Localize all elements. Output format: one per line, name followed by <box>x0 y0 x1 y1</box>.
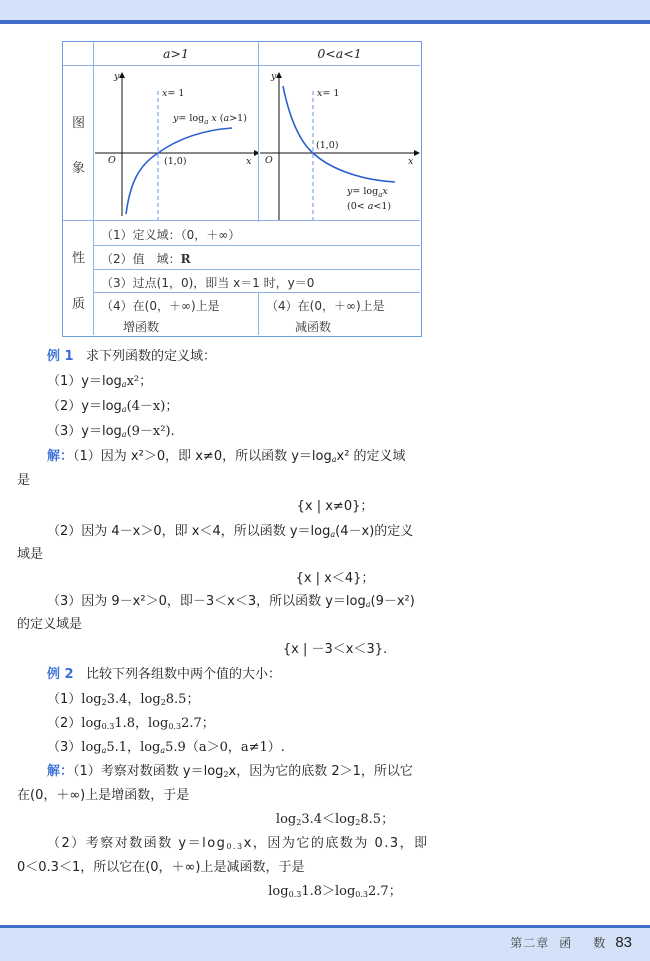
header-band <box>0 0 650 20</box>
svg-text:y: y <box>271 71 277 82</box>
row-label-props-2: 质 <box>71 297 85 312</box>
svg-text:x= 1: x= 1 <box>317 88 340 99</box>
chapter-label: 第二章 <box>510 936 550 950</box>
row-label-props-1: 性 <box>71 251 85 266</box>
example2-solution-1-cont: 在(0，＋∞)上是增函数，于是 <box>17 788 190 803</box>
example2-solution-2: （2）考察对数函数 $y=\log_{0.3}x$，因为它的底数为 0.3，即 <box>47 836 429 851</box>
example2-solution-1: 解：（1）考察对数函数 $y=\log_2x$，因为它的底数 2＞1，所以它 <box>47 764 413 779</box>
log-function-properties-table <box>62 41 422 337</box>
property-domain: （1）定义域：（0，＋∞） <box>101 228 241 242</box>
svg-text:y= loga x (a>1): $y= \log_a x$ (a>1) <box>173 113 247 126</box>
svg-text:x: x <box>408 156 414 167</box>
table-divider <box>93 292 420 293</box>
svg-text:(0< a<1): (0< a<1) <box>347 201 392 212</box>
svg-text:x: x <box>246 156 252 167</box>
property-monotonic-decreasing-2: 减函数 <box>295 320 332 334</box>
example2-result-2: $\log_{0.3}1.8>\log_{0.3}2.7$； <box>268 884 402 899</box>
property-fixed-point: （3）过点(1，0)，即当 x＝1 时，y＝0 <box>101 276 315 290</box>
example1-result-1: {x | x≠0}； <box>296 499 374 514</box>
svg-text:y= logax: $y= \log_ax$ <box>347 186 388 199</box>
example1-solution-3-cont: 的定义域是 <box>17 617 83 632</box>
example1-solution-3: （3）因为 9－x²＞0，即－3＜x＜3，所以函数 $y=\log_a(9-x^2)$ <box>47 594 415 609</box>
header-rule <box>0 20 650 24</box>
column-header-a-between-0-1: 0<a<1 <box>317 46 362 61</box>
chapter-title-2: 数 <box>593 936 606 950</box>
page-footer <box>510 934 632 951</box>
table-divider <box>93 269 420 270</box>
example2-result-1: $\log_23.4<\log_28.5$； <box>275 812 395 827</box>
example1-item-2: $(2)y=\log_a(4-x)$； <box>47 399 179 414</box>
example1-item-3: $(3)y=\log_a(9-x^2)$. <box>47 424 175 439</box>
property-monotonic-increasing-2: 增函数 <box>123 320 160 334</box>
property-monotonic-decreasing: （4）在(0，＋∞)上是 <box>266 299 385 313</box>
svg-text:(1,0): (1,0) <box>164 156 187 167</box>
graph-log-increasing <box>94 66 258 220</box>
chapter-title-1: 函 <box>559 936 572 950</box>
table-divider <box>258 292 259 335</box>
property-range: （2）值 域：R <box>101 252 191 266</box>
svg-text:O: O <box>265 155 273 166</box>
example2-item-1: $(1)\log_23.4$，$\log_28.5$； <box>47 692 200 707</box>
example1-result-3: {x | －3＜x＜3}. <box>282 642 388 657</box>
example1-solution-2-cont: 域是 <box>17 547 44 562</box>
svg-text:y: y <box>114 71 120 82</box>
example2-heading: 例 2 比较下列各组数中两个值的大小： <box>47 667 281 682</box>
example1-heading: 例 1 求下列函数的定义域： <box>47 349 216 364</box>
page-number: 83 <box>615 934 632 951</box>
example2-item-2: $(2)\log_{0.3}1.8$，$\log_{0.3}2.7$； <box>47 716 215 731</box>
table-divider <box>93 245 420 246</box>
example1-solution-1: 解：（1）因为 x²＞0，即 x≠0，所以函数 $y=\log_ax^2$ 的定义域 <box>47 449 406 464</box>
graph-log-decreasing <box>259 66 420 220</box>
example1-item-1: $(1)y=\log_ax^2$； <box>47 374 153 389</box>
svg-text:O: O <box>108 155 116 166</box>
example1-result-2: {x | x＜4}； <box>295 571 375 586</box>
example2-item-3: $(3)\log_a5.1$，$\log_a5.9(a>0$，a≠1）. <box>47 740 285 755</box>
column-header-a-greater-1: a>1 <box>163 46 189 61</box>
table-divider <box>63 220 420 221</box>
property-monotonic-increasing: （4）在(0，＋∞)上是 <box>101 299 220 313</box>
row-label-graph-1: 图 <box>71 116 85 131</box>
svg-text:x= 1: x= 1 <box>162 88 185 99</box>
row-label-graph-2: 象 <box>71 161 85 176</box>
example2-solution-2-cont: 0＜0.3＜1，所以它在(0，＋∞)上是减函数，于是 <box>17 860 305 875</box>
example1-solution-1-cont: 是 <box>17 473 31 488</box>
example1-solution-2: （2）因为 4－x＞0，即 x＜4，所以函数 $y=\log_a(4-x)$的定义 <box>47 524 414 539</box>
svg-text:(1,0): (1,0) <box>316 140 339 151</box>
